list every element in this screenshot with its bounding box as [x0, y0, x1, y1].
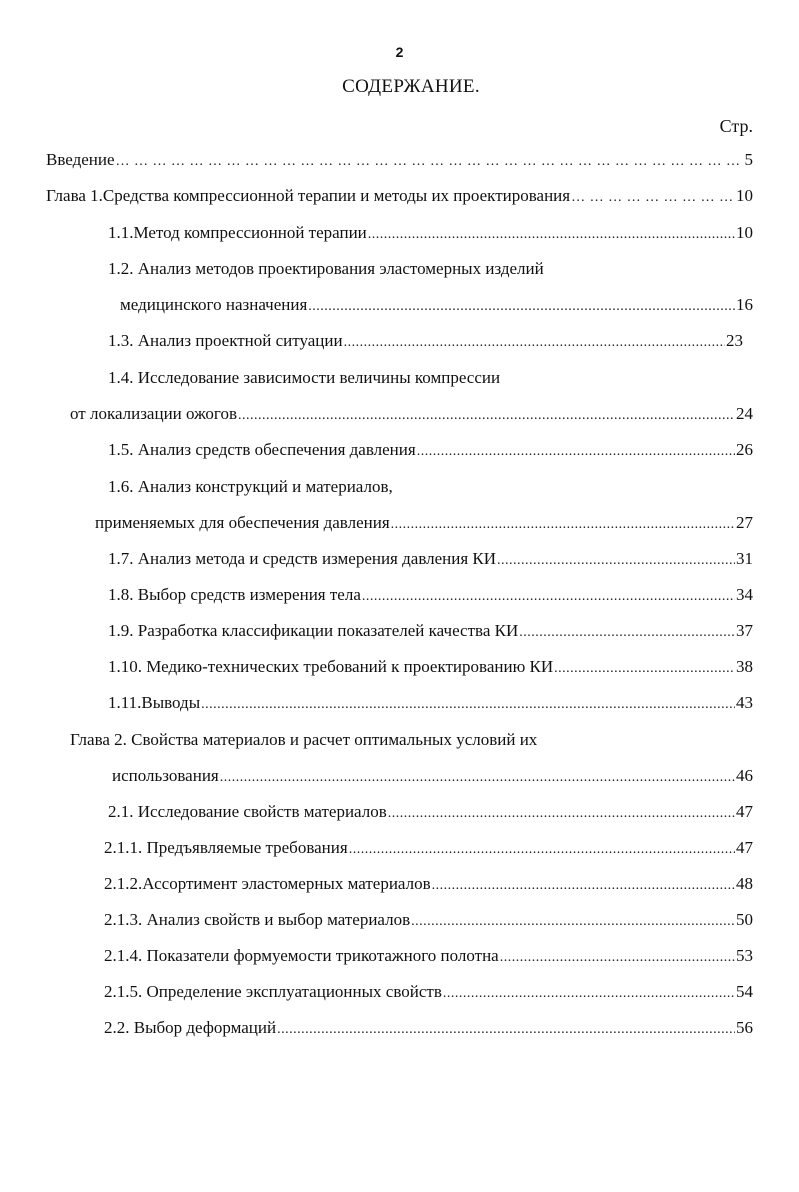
toc-entry	[104, 1018, 753, 1038]
toc-entry-page: 38	[736, 657, 753, 676]
toc-entry	[108, 657, 753, 677]
toc-entry-title: 2.1.1. Предъявляемые требования	[104, 838, 348, 857]
dot-leader	[388, 806, 735, 822]
toc-entry-page: 50	[736, 910, 753, 929]
toc-entry	[120, 295, 753, 315]
toc-entry-page: 26	[736, 440, 753, 459]
toc-entry	[108, 331, 743, 351]
dot-leader	[432, 878, 735, 894]
dot-leader	[411, 914, 735, 930]
toc-entry	[108, 440, 753, 460]
toc-entry-title: применяемых для обеспечения давления	[95, 513, 390, 532]
toc-entry-title: 1.5. Анализ средств обеспечения давления	[108, 440, 416, 459]
dot-leader	[391, 517, 735, 533]
toc-entry-title: 2.1.3. Анализ свойств и выбор материалов	[104, 910, 411, 929]
toc-entry	[108, 549, 753, 569]
toc-entry-page: 53	[736, 946, 753, 965]
toc-entry	[104, 982, 753, 1002]
page-title: СОДЕРЖАНИЕ.	[342, 76, 480, 97]
toc-entry	[46, 186, 753, 206]
dot-leader	[344, 335, 725, 351]
dot-leader	[116, 154, 744, 170]
toc-entry-title-line1: 1.6. Анализ конструкций и материалов,	[108, 477, 393, 496]
toc-entry-title: медицинского назначения	[120, 295, 308, 314]
toc-entry-title: 1.1.Метод компрессионной терапии	[108, 223, 367, 242]
toc-entry-title: 2.1.2.Ассортимент эластомерных материалов	[104, 874, 431, 893]
toc-entry-page: 56	[736, 1018, 753, 1037]
toc-entry-page: 47	[736, 802, 753, 821]
dot-leader	[349, 842, 735, 858]
toc-entry-page: 54	[736, 982, 753, 1001]
toc-entry	[70, 404, 753, 424]
dot-leader	[308, 299, 735, 315]
toc-entry-title: 1.3. Анализ проектной ситуации	[108, 331, 343, 350]
dot-leader	[238, 408, 735, 424]
toc-entry-page: 23	[726, 331, 743, 350]
page-number: 2	[395, 44, 404, 60]
toc-entry-page: 46	[736, 766, 753, 785]
toc-entry	[104, 838, 753, 858]
toc-entry-title: 2.2. Выбор деформаций	[104, 1018, 277, 1037]
toc-entry-title: 1.7. Анализ метода и средств измерения давления КИ	[108, 549, 497, 568]
toc-entry-title: 1.8. Выбор средств измерения тела	[108, 585, 361, 604]
toc-entry	[108, 693, 753, 713]
toc-entry-title: использования	[112, 766, 219, 785]
toc-entry-title: 1.9. Разработка классификации показателей качества КИ	[108, 621, 519, 640]
toc-entry-page: 5	[744, 150, 753, 169]
toc-entry	[112, 766, 753, 786]
toc-entry-title: от локализации ожогов	[70, 404, 237, 423]
toc-entry-title: Введение	[46, 150, 115, 169]
page-column-header: Стр.	[719, 116, 753, 136]
toc-entry	[108, 621, 753, 641]
toc-entry-title: Глава 1.Средства компрессионной терапии и методы их проектирования	[46, 186, 571, 205]
toc-entry-title: 1.10. Медико-технических требований к проектированию КИ	[108, 657, 554, 676]
dot-leader	[368, 227, 735, 243]
toc-entry-title: 1.11.Выводы	[108, 693, 201, 712]
toc-entry	[104, 946, 753, 966]
dot-leader	[500, 950, 735, 966]
toc-entry-page: 31	[736, 549, 753, 568]
toc-entry-page: 37	[736, 621, 753, 640]
dot-leader	[554, 661, 735, 677]
toc-entry	[95, 513, 753, 533]
dot-leader	[220, 770, 735, 786]
toc-entry-page: 10	[736, 186, 753, 205]
toc-entry	[108, 802, 753, 822]
dot-leader	[277, 1022, 735, 1038]
dot-leader	[417, 444, 735, 460]
dot-leader	[571, 190, 735, 206]
toc-entry-page: 27	[736, 513, 753, 532]
toc-entry	[46, 150, 753, 170]
toc-entry	[108, 585, 753, 605]
toc-entry-page: 43	[736, 693, 753, 712]
toc-entry	[104, 910, 753, 930]
toc-entry-title: 2.1.4. Показатели формуемости трикотажного полотна	[104, 946, 499, 965]
dot-leader	[362, 589, 735, 605]
toc-entry-page: 10	[736, 223, 753, 242]
toc-entry-title: 2.1. Исследование свойств материалов	[108, 802, 387, 821]
toc-entry	[104, 874, 753, 894]
dot-leader	[201, 697, 735, 713]
toc-entry-page: 24	[736, 404, 753, 423]
dot-leader	[497, 553, 735, 569]
toc-entry-title-line1: 1.2. Анализ методов проектирования эластомерных изделий	[108, 259, 544, 278]
dot-leader	[519, 625, 735, 641]
toc-entry-page: 34	[736, 585, 753, 604]
toc-entry-page: 48	[736, 874, 753, 893]
toc-entry-page: 16	[736, 295, 753, 314]
toc-entry-title-line1: Глава 2. Свойства материалов и расчет оптимальных условий их	[70, 730, 538, 749]
toc-entry-title: 2.1.5. Определение эксплуатационных свойств	[104, 982, 442, 1001]
dot-leader	[443, 986, 735, 1002]
toc-entry-page: 47	[736, 838, 753, 857]
toc-entry	[108, 223, 753, 243]
toc-entry-title-line1: 1.4. Исследование зависимости величины компрессии	[108, 368, 501, 387]
